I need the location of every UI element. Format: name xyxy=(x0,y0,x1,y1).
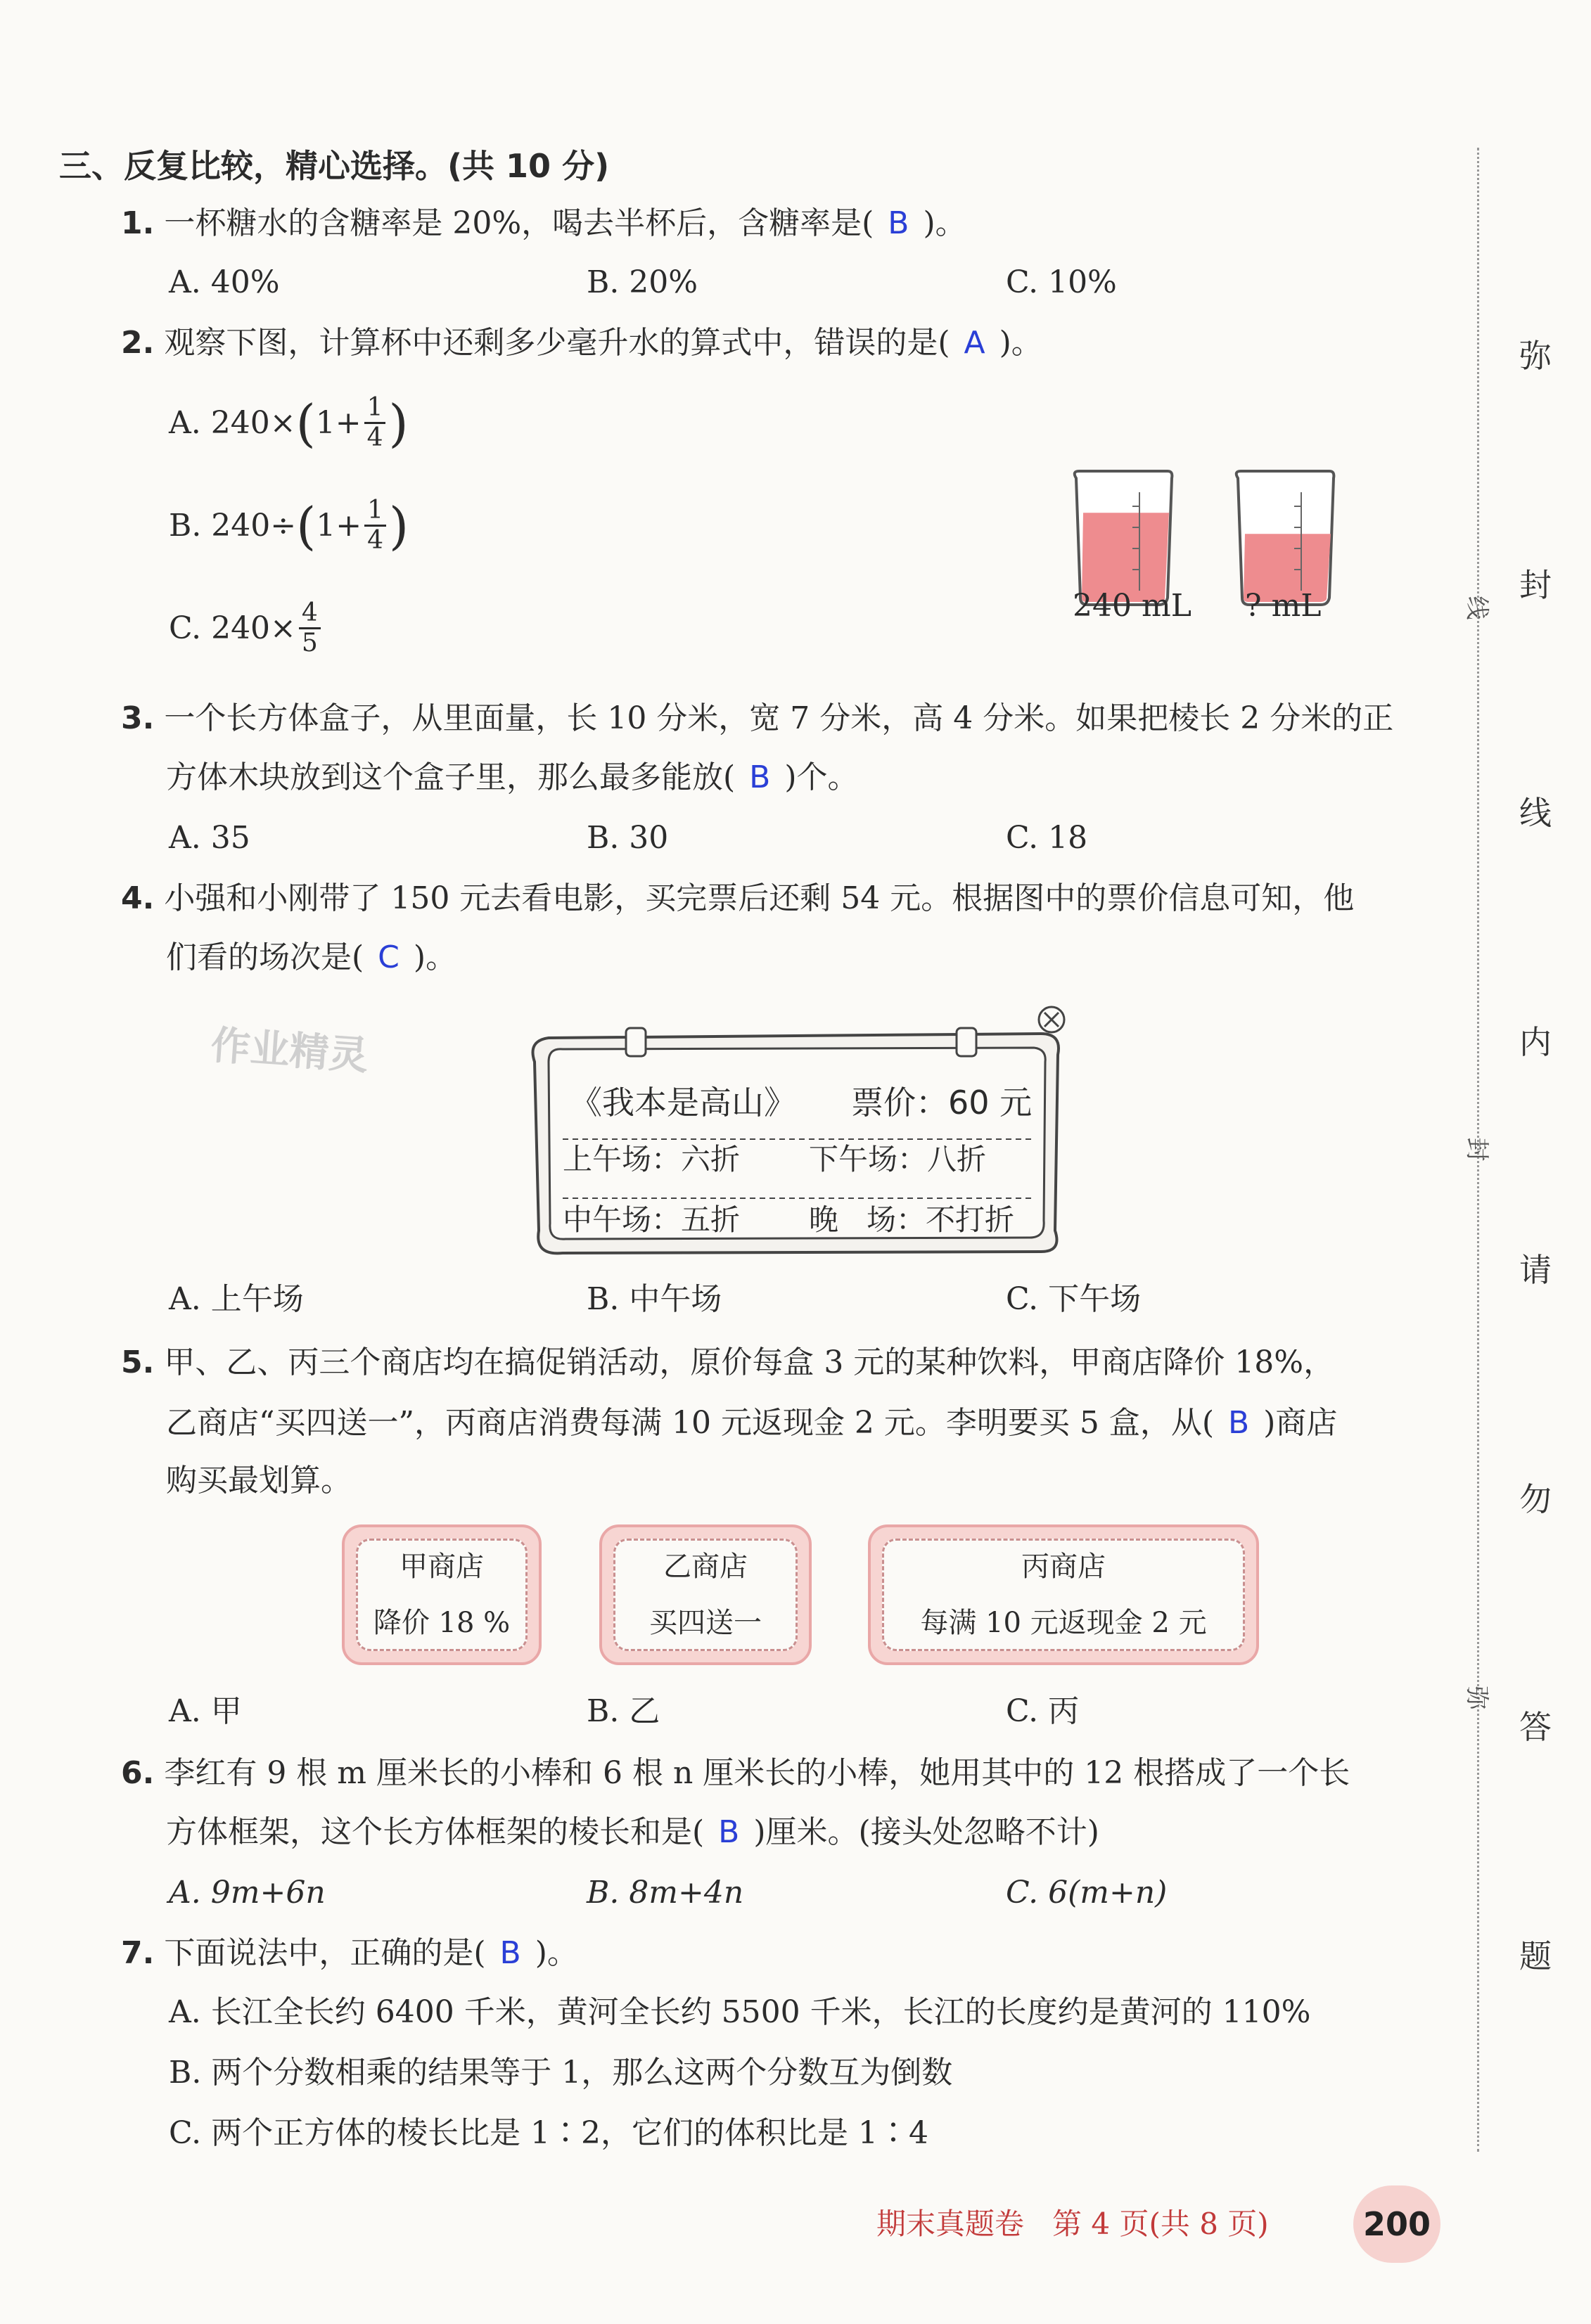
option-prefix: B. 240÷ xyxy=(169,507,297,544)
close-paren: ) xyxy=(388,393,409,453)
page-number-badge xyxy=(1353,2185,1440,2263)
sign-afternoon: 下午场：八折 xyxy=(809,1142,987,1176)
side-char-2: 封 xyxy=(1519,566,1552,604)
binding-mark-xian: 线 xyxy=(1462,596,1491,620)
question-5 xyxy=(121,1343,1334,1382)
question-text: 观察下图，计算杯中还剩多少毫升水的算式中，错误的是( xyxy=(164,325,950,361)
sign-evening: 晚 场：不打折 xyxy=(809,1202,1015,1237)
q7-option-c: C. 两个正方体的棱长比是 1∶2，它们的体积比是 1∶4 xyxy=(169,2115,929,2151)
sign-morning: 上午场：六折 xyxy=(563,1142,741,1176)
question-7 xyxy=(121,1934,578,1973)
shop-card-jia xyxy=(342,1524,542,1665)
close-paren: ) xyxy=(389,496,409,556)
q4-option-a: A. 上午场 xyxy=(169,1281,304,1317)
answer-mark: B xyxy=(718,1814,740,1850)
q7-option-a: A. 长江全长约 6400 千米，黄河全长约 5500 千米，长江的长度约是黄河的 110% xyxy=(169,1994,1311,2030)
question-text: 方体框架，这个长方体框架的棱长和是( xyxy=(166,1814,705,1850)
binding-mark-feng: 封 xyxy=(1462,1137,1491,1162)
question-6-line2 xyxy=(166,1813,1099,1852)
fraction xyxy=(364,394,386,452)
shop-offer: 买四送一 xyxy=(649,1607,762,1639)
q3-option-b: B. 30 xyxy=(587,820,669,856)
sign-noon: 中午场：五折 xyxy=(563,1202,741,1237)
side-char-1: 弥 xyxy=(1519,337,1552,375)
side-char-5: 请 xyxy=(1519,1251,1552,1289)
q6-option-b: B. 8m+4n xyxy=(587,1875,744,1911)
open-paren: ( xyxy=(296,496,317,556)
section-title: 三、反复比较，精心选择。(共 10 分) xyxy=(59,147,610,185)
question-3-line2 xyxy=(166,758,859,797)
question-text: 李红有 9 根 m 厘米长的小棒和 6 根 n 厘米长的小棒，她用其中的 12 根搭成了一个长 xyxy=(164,1755,1350,1791)
question-text-end: )个。 xyxy=(784,759,859,795)
shop-name: 甲商店 xyxy=(400,1551,484,1583)
beaker-2-label: ? mL xyxy=(1245,588,1322,624)
footer-text: 期末真题卷 第 4 页(共 8 页) xyxy=(876,2207,1269,2241)
shop-card-bing xyxy=(868,1524,1259,1665)
binding-mark-mi: 弥 xyxy=(1462,1686,1491,1710)
q1-option-c: C. 10% xyxy=(1006,264,1117,300)
page-number: 200 xyxy=(1362,2205,1431,2243)
question-text: 小强和小刚带了 150 元去看电影，买完票后还剩 54 元。根据图中的票价信息可知，他 xyxy=(164,880,1355,916)
question-number: 4. xyxy=(121,880,155,916)
shop-name: 乙商店 xyxy=(663,1551,748,1583)
shop-card-inner xyxy=(356,1539,528,1651)
shop-offer: 每满 10 元返现金 2 元 xyxy=(920,1607,1207,1639)
q1-option-a: A. 40% xyxy=(169,264,280,300)
beaker-1 xyxy=(1075,471,1173,605)
option-prefix: C. 240× xyxy=(169,610,296,646)
q1-option-b: B. 20% xyxy=(587,264,698,300)
q5-option-a: A. 甲 xyxy=(169,1693,242,1729)
question-text: 下面说法中，正确的是( xyxy=(164,1935,486,1971)
fraction-numerator: 1 xyxy=(364,394,386,424)
option-prefix: A. 240× xyxy=(169,404,296,441)
question-4 xyxy=(121,879,1354,918)
q5-option-b: B. 乙 xyxy=(587,1693,660,1729)
q3-option-c: C. 18 xyxy=(1006,820,1088,856)
question-text-end: )。 xyxy=(535,1935,578,1971)
q7-option-b: B. 两个分数相乘的结果等于 1，那么这两个分数互为倒数 xyxy=(169,2055,953,2091)
question-number: 6. xyxy=(121,1755,155,1791)
shop-offer: 降价 18 % xyxy=(373,1607,511,1639)
shop-name: 丙商店 xyxy=(1021,1551,1106,1583)
side-char-7: 答 xyxy=(1519,1708,1552,1746)
q5-option-c: C. 丙 xyxy=(1006,1693,1080,1729)
question-text: 乙商店“买四送一”，丙商店消费每满 10 元返现金 2 元。李明要买 5 盒，从( xyxy=(166,1405,1215,1441)
beaker-2 xyxy=(1237,471,1334,605)
answer-mark: A xyxy=(964,325,985,361)
question-text-end: )。 xyxy=(999,325,1042,361)
question-text: 们看的场次是( xyxy=(166,939,364,975)
q2-option-b xyxy=(169,496,409,555)
side-char-6: 勿 xyxy=(1519,1480,1552,1518)
fraction-numerator: 4 xyxy=(299,599,321,629)
open-paren: ( xyxy=(295,393,316,453)
q6-option-a: A. 9m+6n xyxy=(169,1875,326,1911)
option-whole: 1+ xyxy=(315,404,362,441)
answer-mark: B xyxy=(749,759,771,795)
answer-mark: B xyxy=(888,205,909,241)
fraction-denominator: 4 xyxy=(366,423,383,452)
q2-option-a xyxy=(169,394,409,452)
answer-mark: B xyxy=(1228,1405,1250,1441)
fraction xyxy=(364,496,386,555)
question-2 xyxy=(121,323,1042,363)
q6-option-c: C. 6(m+n) xyxy=(1006,1875,1168,1911)
side-char-8: 题 xyxy=(1519,1937,1552,1975)
question-text-end: )商店 xyxy=(1263,1405,1338,1441)
option-whole: 1+ xyxy=(316,507,362,544)
fraction-denominator: 5 xyxy=(301,629,318,657)
fraction xyxy=(299,599,321,657)
question-number: 5. xyxy=(121,1344,155,1380)
question-3 xyxy=(121,699,1393,738)
question-6 xyxy=(121,1754,1350,1793)
question-text-end: )厘米。(接头处忽略不计) xyxy=(753,1814,1099,1850)
question-text-end: )。 xyxy=(923,205,966,241)
question-5-line3: 购买最划算。 xyxy=(166,1463,352,1498)
fraction-denominator: 4 xyxy=(367,526,384,555)
question-number: 7. xyxy=(121,1935,155,1971)
question-number: 1. xyxy=(121,205,155,241)
fraction-numerator: 1 xyxy=(364,496,386,527)
question-number: 2. xyxy=(121,325,155,361)
q3-option-a: A. 35 xyxy=(169,820,250,856)
watermark: 作业精灵 xyxy=(209,1022,370,1079)
answer-mark: B xyxy=(499,1935,521,1971)
q4-option-b: B. 中午场 xyxy=(587,1281,722,1317)
q4-option-c: C. 下午场 xyxy=(1006,1281,1142,1317)
side-char-4: 内 xyxy=(1519,1023,1552,1061)
answer-mark: C xyxy=(378,939,400,975)
shop-card-inner xyxy=(613,1539,798,1651)
shop-card-yi xyxy=(599,1524,812,1665)
beaker-1-label: 240 mL xyxy=(1073,588,1191,624)
sign-price: 票价：60 元 xyxy=(851,1084,1033,1122)
question-text-end: )。 xyxy=(413,939,457,975)
question-text: 甲、乙、丙三个商店均在搞促销活动，原价每盒 3 元的某种饮料，甲商店降价 18%， xyxy=(164,1344,1335,1380)
question-text: 一杯糖水的含糖率是 20%，喝去半杯后，含糖率是( xyxy=(164,205,874,241)
question-text: 一个长方体盒子，从里面量，长 10 分米，宽 7 分米，高 4 分米。如果把棱长 2 分米的正 xyxy=(164,700,1394,736)
question-text: 方体木块放到这个盒子里，那么最多能放( xyxy=(166,759,736,795)
question-5-line2 xyxy=(166,1404,1337,1443)
sign-movie-title: 《我本是高山》 xyxy=(570,1084,796,1122)
q2-option-c xyxy=(169,599,324,657)
side-char-3: 线 xyxy=(1519,794,1552,832)
question-number: 3. xyxy=(121,700,155,736)
question-4-line2 xyxy=(166,938,456,977)
question-1 xyxy=(121,204,966,243)
shop-card-inner xyxy=(882,1539,1245,1651)
